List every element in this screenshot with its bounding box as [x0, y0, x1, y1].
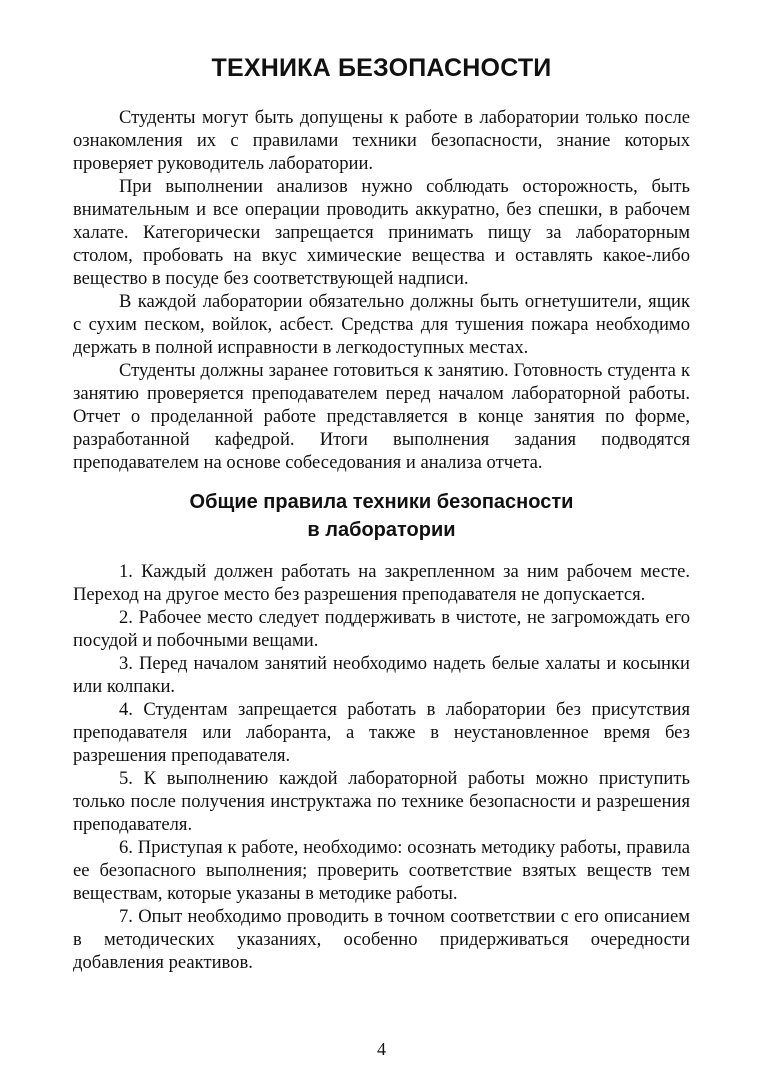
intro-paragraph: Студенты могут быть допущены к работе в лаборатории только после ознакомления их с правилами техники безопасности, знание которых проверяет руководитель лаборатории.	[73, 107, 690, 174]
rule-item-3: 3. Перед началом занятий необходимо надеть белые халаты и косынки или колпаки.	[73, 653, 690, 697]
rule-item-2: 2. Рабочее место следует поддерживать в чистоте, не загромождать его посудой и побочными вещами.	[73, 607, 690, 651]
intro-paragraph: При выполнении анализов нужно соблюдать осторожность, быть внимательным и все операции проводить аккуратно, без спешки, в рабочем халате. Категорически запрещается принимать пищу за лабораторным столом, пробовать на вкус химические вещества и оставлять какое-либо вещество в посуде без соответствующей надписи.	[73, 176, 690, 289]
page-title: ТЕХНИКА БЕЗОПАСНОСТИ	[211, 54, 552, 82]
intro-section	[73, 106, 690, 474]
rule-item-6: 6. Приступая к работе, необходимо: осознать методику работы, правила ее безопасного выполнения; проверить соответствие взятых веществ тем веществам, которые указаны в методике работы.	[73, 837, 690, 904]
subtitle-line-1: Общие правила техники безопасности	[189, 491, 574, 513]
section-subtitle	[73, 488, 690, 544]
page-content	[73, 48, 690, 974]
rule-item-4: 4. Студентам запрещается работать в лаборатории без присутствия преподавателя или лаборанта, а также в неустановленное время без разрешения преподавателя.	[73, 699, 690, 766]
intro-paragraph: В каждой лаборатории обязательно должны быть огнетушители, ящик с сухим песком, войлок, асбест. Средства для тушения пожара необходимо держать в полной исправности в легкодоступных местах.	[73, 291, 690, 358]
intro-paragraph: Студенты должны заранее готовиться к занятию. Готовность студента к занятию проверяется преподавателем перед началом лабораторной работы. Отчет о проделанной работе представляется в конце занятия по форме, разработанной кафедрой. Итоги выполнения задания подводятся преподавателем на основе собеседования и анализа отчета.	[73, 360, 690, 473]
rule-item-7: 7. Опыт необходимо проводить в точном соответствии с его описанием в методических указаниях, особенно придерживаться очередности добавления реактивов.	[73, 906, 690, 973]
rule-item-5: 5. К выполнению каждой лабораторной работы можно приступить только после получения инструктажа по технике безопасности и разрешения преподавателя.	[73, 768, 690, 835]
subtitle-line-2: в лаборатории	[307, 519, 456, 541]
rules-section	[73, 560, 690, 974]
page-number: 4	[377, 1039, 386, 1059]
rule-item-1: 1. Каждый должен работать на закрепленном за ним рабочем месте. Переход на другое место без разрешения преподавателя не допускается.	[73, 561, 690, 605]
